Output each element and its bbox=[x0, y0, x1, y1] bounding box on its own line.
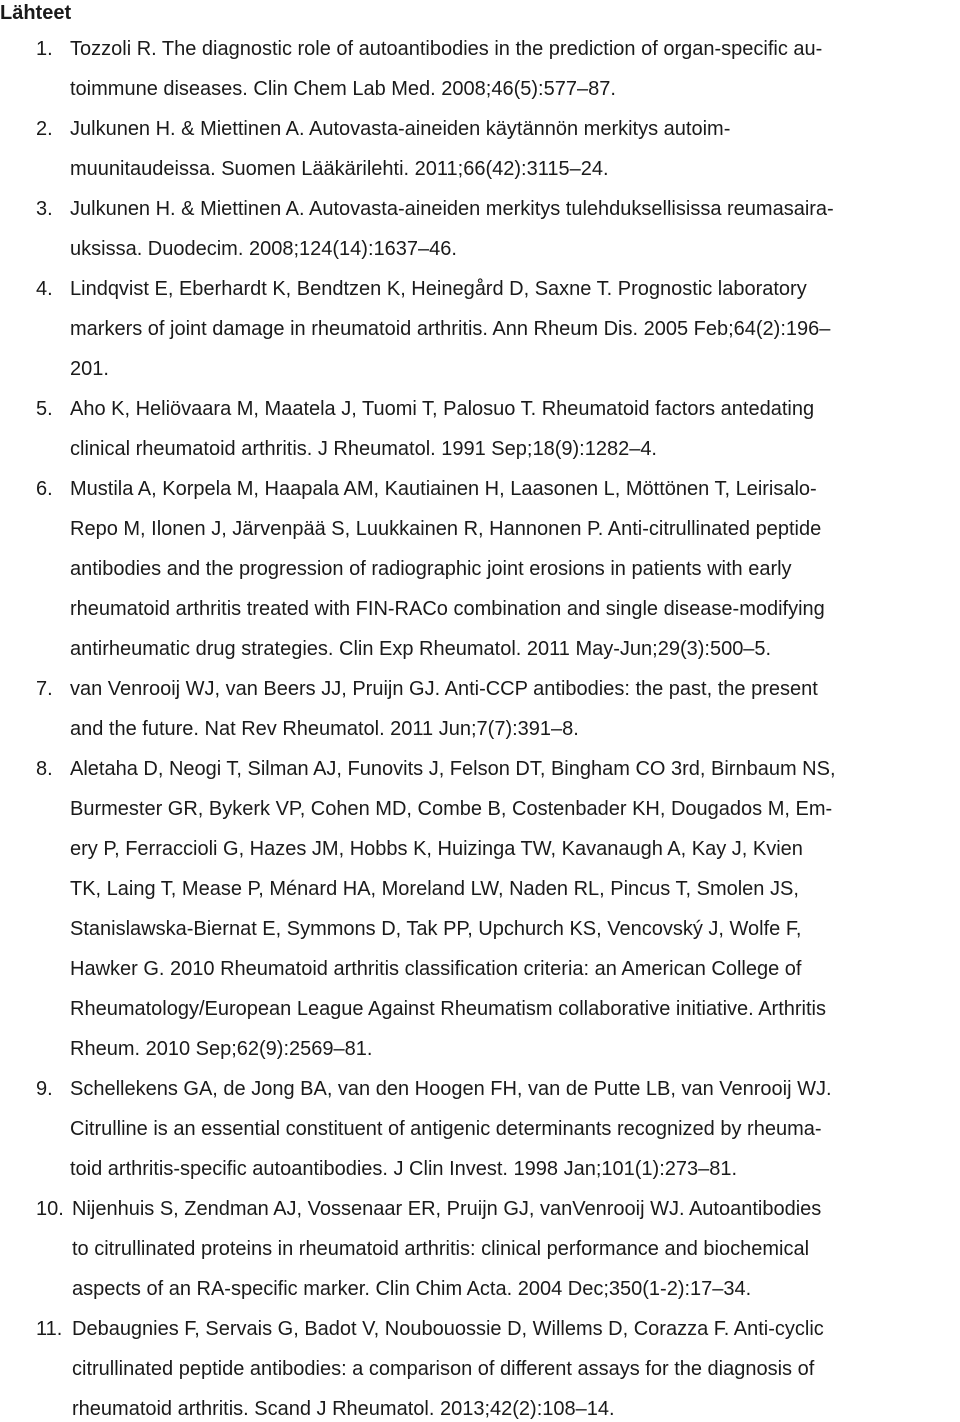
reference-text-line: Aletaha D, Neogi T, Silman AJ, Funovits J, Felson DT, Bingham CO 3rd, Birnbaum NS, bbox=[70, 758, 836, 780]
reference-text-line: Stanislawska-Biernat E, Symmons D, Tak PP, Upchurch KS, Vencovský J, Wolfe F, bbox=[70, 918, 802, 940]
reference-text-line: and the future. Nat Rev Rheumatol. 2011 Jun;7(7):391–8. bbox=[70, 718, 579, 740]
reference-text-line: antirheumatic drug strategies. Clin Exp Rheumatol. 2011 May-Jun;29(3):500–5. bbox=[70, 638, 772, 660]
reference-text-line: toid arthritis-specific autoantibodies. J Clin Invest. 1998 Jan;101(1):273–81. bbox=[70, 1158, 738, 1180]
reference-text-line: clinical rheumatoid arthritis. J Rheumatol. 1991 Sep;18(9):1282–4. bbox=[70, 438, 657, 460]
reference-text-line: Repo M, Ilonen J, Järvenpää S, Luukkainen R, Hannonen P. Anti-citrullinated peptide bbox=[70, 518, 822, 540]
reference-number: 9. bbox=[36, 1078, 53, 1100]
reference-text-line: Citrulline is an essential constituent of antigenic determinants recognized by rheuma- bbox=[70, 1118, 822, 1140]
reference-text-line: Burmester GR, Bykerk VP, Cohen MD, Combe B, Costenbader KH, Dougados M, Em- bbox=[70, 798, 833, 820]
reference-text-line: to citrullinated proteins in rheumatoid arthritis: clinical performance and biochemical bbox=[72, 1238, 810, 1260]
reference-number: 1. bbox=[36, 38, 53, 60]
reference-number: 5. bbox=[36, 398, 53, 420]
reference-text-line: Tozzoli R. The diagnostic role of autoantibodies in the prediction of organ-specific au- bbox=[70, 38, 823, 60]
reference-text-line: Debaugnies F, Servais G, Badot V, Noubouossie D, Willems D, Corazza F. Anti-cyclic bbox=[72, 1318, 824, 1340]
reference-text-line: citrullinated peptide antibodies: a comparison of different assays for the diagnosis of bbox=[72, 1358, 815, 1380]
references-heading: Lähteet bbox=[0, 2, 72, 24]
reference-text-line: markers of joint damage in rheumatoid arthritis. Ann Rheum Dis. 2005 Feb;64(2):196– bbox=[70, 318, 831, 340]
reference-text-line: Lindqvist E, Eberhardt K, Bendtzen K, Heinegård D, Saxne T. Prognostic laboratory bbox=[70, 278, 807, 300]
reference-number: 2. bbox=[36, 118, 53, 140]
reference-text-line: Rheum. 2010 Sep;62(9):2569–81. bbox=[70, 1038, 373, 1060]
reference-text-line: uksissa. Duodecim. 2008;124(14):1637–46. bbox=[70, 238, 457, 260]
reference-text-line: Julkunen H. & Miettinen A. Autovasta-aineiden käytännön merkitys autoim- bbox=[70, 118, 731, 140]
reference-text-line: Hawker G. 2010 Rheumatoid arthritis classification criteria: an American College of bbox=[70, 958, 802, 980]
reference-text-line: Julkunen H. & Miettinen A. Autovasta-aineiden merkitys tulehduksellisissa reumasaira- bbox=[70, 198, 834, 220]
reference-text-line: antibodies and the progression of radiographic joint erosions in patients with early bbox=[70, 558, 792, 580]
reference-text-line: Nijenhuis S, Zendman AJ, Vossenaar ER, Pruijn GJ, vanVenrooij WJ. Autoantibodies bbox=[72, 1198, 822, 1220]
reference-text-line: van Venrooij WJ, van Beers JJ, Pruijn GJ. Anti-CCP antibodies: the past, the present bbox=[70, 678, 818, 700]
reference-text-line: toimmune diseases. Clin Chem Lab Med. 2008;46(5):577–87. bbox=[70, 78, 616, 100]
reference-text-line: TK, Laing T, Mease P, Ménard HA, Moreland LW, Naden RL, Pincus T, Smolen JS, bbox=[70, 878, 799, 900]
reference-number: 4. bbox=[36, 278, 53, 300]
reference-text-line: aspects of an RA-specific marker. Clin Chim Acta. 2004 Dec;350(1-2):17–34. bbox=[72, 1278, 752, 1300]
reference-text-line: Schellekens GA, de Jong BA, van den Hoogen FH, van de Putte LB, van Venrooij WJ. bbox=[70, 1078, 832, 1100]
reference-text-line: ery P, Ferraccioli G, Hazes JM, Hobbs K, Huizinga TW, Kavanaugh A, Kay J, Kvien bbox=[70, 838, 803, 860]
reference-number: 8. bbox=[36, 758, 53, 780]
reference-number: 3. bbox=[36, 198, 53, 220]
reference-text-line: muunitaudeissa. Suomen Lääkärilehti. 2011;66(42):3115–24. bbox=[70, 158, 609, 180]
reference-number: 11. bbox=[36, 1318, 63, 1340]
reference-text-line: Aho K, Heliövaara M, Maatela J, Tuomi T, Palosuo T. Rheumatoid factors antedating bbox=[70, 398, 815, 420]
reference-text-line: rheumatoid arthritis treated with FIN-RACo combination and single disease-modifying bbox=[70, 598, 825, 620]
reference-text-line: 201. bbox=[70, 358, 109, 380]
reference-text-line: Rheumatology/European League Against Rheumatism collaborative initiative. Arthritis bbox=[70, 998, 826, 1020]
reference-number: 6. bbox=[36, 478, 53, 500]
reference-number: 10. bbox=[36, 1198, 64, 1220]
reference-text-line: Mustila A, Korpela M, Haapala AM, Kautiainen H, Laasonen L, Möttönen T, Leirisalo- bbox=[70, 478, 817, 500]
reference-number: 7. bbox=[36, 678, 53, 700]
reference-text-line: rheumatoid arthritis. Scand J Rheumatol. 2013;42(2):108–14. bbox=[72, 1398, 615, 1420]
